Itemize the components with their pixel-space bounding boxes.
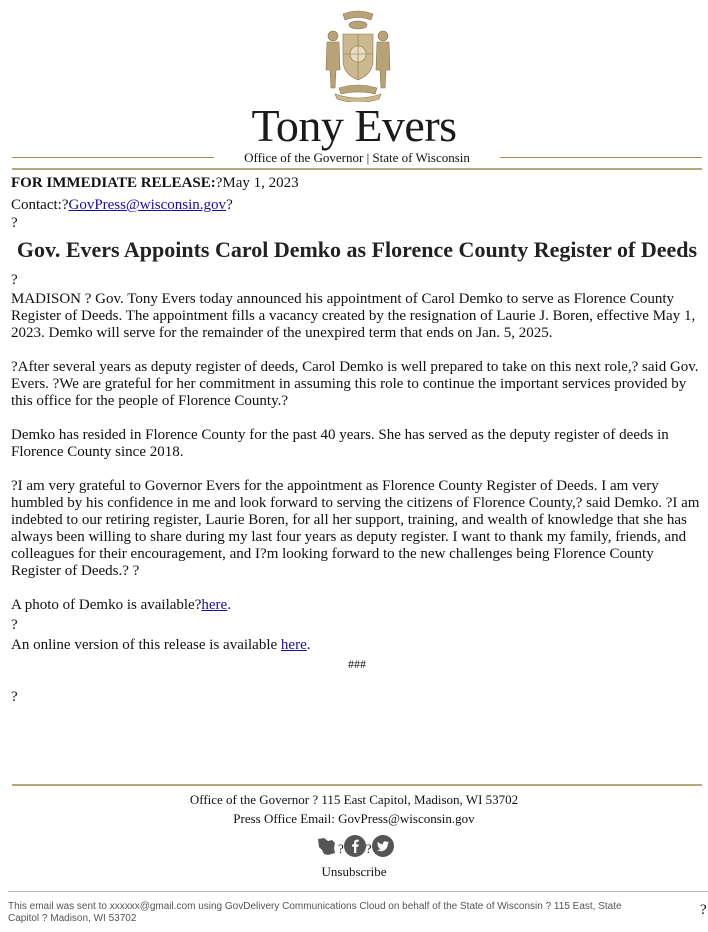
fine-print-divider bbox=[8, 891, 708, 892]
paragraph-governor-quote: ?After several years as deputy register of deeds, Carol Demko is well prepared to take on this next role,? said Gov. Evers. ?We are grateful for her commitment in assuming this role to continue the important services provided by this office for the people of Florence County.? bbox=[11, 359, 699, 409]
footer-divider bbox=[12, 784, 702, 786]
office-line bbox=[12, 150, 702, 166]
social-separator: ? bbox=[338, 841, 344, 856]
office-subtitle: Office of the Governor | State of Wisconsin bbox=[244, 150, 470, 165]
contact-line bbox=[11, 197, 703, 214]
wisconsin-state-seal-icon bbox=[313, 8, 403, 102]
online-version-link[interactable]: here bbox=[280, 637, 307, 653]
facebook-icon[interactable] bbox=[344, 835, 366, 857]
paragraph-background: Demko has resided in Florence County for the past 40 years. She has served as the deputy register of deeds in Florence County since 2018. bbox=[11, 427, 669, 460]
social-separator: ? bbox=[365, 841, 372, 856]
fine-print: This email was sent to xxxxxx@gmail.com using GovDelivery Communications Cloud on behalf of the State of Wisconsin ? 115 East, State Capitol ? Madison, WI 53702 bbox=[8, 901, 622, 924]
end-mark: ### bbox=[348, 657, 366, 671]
spacer: ? bbox=[11, 272, 18, 288]
footer-office-address: Office of the Governor ? 115 East Capitol, Madison, WI 53702 bbox=[189, 792, 519, 807]
spacer: ? bbox=[11, 617, 18, 633]
contact-label: Contact:? bbox=[11, 197, 69, 213]
spacer: ? bbox=[11, 215, 18, 231]
masthead bbox=[0, 0, 708, 172]
release-date: ?May 1, 2023 bbox=[215, 175, 299, 191]
contact-suffix: ? bbox=[226, 197, 233, 213]
online-text: An online version of this release is available bbox=[11, 637, 281, 653]
wisconsin-map-icon[interactable] bbox=[316, 835, 338, 857]
social-links bbox=[316, 831, 394, 857]
release-line bbox=[11, 175, 703, 192]
photo-text: A photo of Demko is available? bbox=[11, 597, 202, 613]
photo-line bbox=[11, 597, 703, 614]
online-line bbox=[11, 637, 703, 654]
footer-press-email: Press Office Email: GovPress@wisconsin.gov bbox=[233, 811, 475, 826]
online-suffix: . bbox=[306, 637, 311, 653]
photo-suffix: . bbox=[227, 597, 231, 613]
photo-link[interactable]: here bbox=[201, 597, 228, 613]
paragraph-demko-quote: ?I am very grateful to Governor Evers for the appointment as Florence County Register of Deeds. I am very humbled by his confidence in me and look forward to serving the citizens of Florence County,? said Demko. ?I am indebted to our retiring register, Laurie Boren, for all her support, training, and wealth of knowledge that she has always been willing to share during my last four years as deputy register. I want to thank my family, friends, and colleagues for their encouragement, and I?m looking forward to the new challenges being Florence County Register of Deeds.? ? bbox=[11, 478, 700, 579]
contact-email-link[interactable]: GovPress@wisconsin.gov bbox=[68, 197, 227, 213]
headline: Gov. Evers Appoints Carol Demko as Florence County Register of Deeds bbox=[16, 237, 698, 262]
governor-name-logo: Tony Evers bbox=[251, 100, 457, 151]
spacer: ? bbox=[11, 689, 18, 705]
divider-right bbox=[500, 157, 702, 158]
header-divider bbox=[12, 168, 702, 170]
release-label: FOR IMMEDIATE RELEASE: bbox=[11, 175, 216, 191]
press-release-body bbox=[11, 175, 703, 706]
corner-mark: ? bbox=[700, 902, 707, 918]
twitter-icon[interactable] bbox=[372, 835, 394, 857]
unsubscribe-link[interactable]: Unsubscribe bbox=[321, 864, 387, 879]
paragraph-intro: MADISON ? Gov. Tony Evers today announced his appointment of Carol Demko to serve as Florence County Register of Deeds. The appointment fills a vacancy created by the resignation of Laurie J. Boren, effective May 1, 2023. Demko will serve for the remainder of the unexpired term that ends on Jan. 5, 2025. bbox=[11, 291, 696, 341]
